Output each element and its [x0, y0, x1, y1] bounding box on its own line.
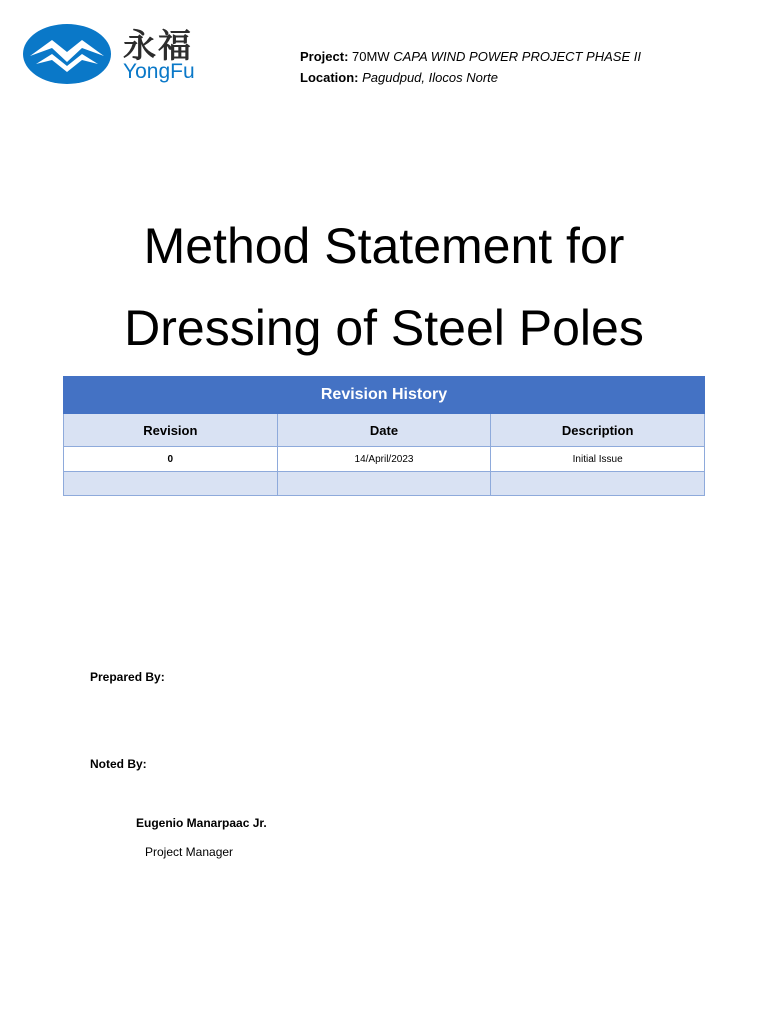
yongfu-emblem-icon: [22, 22, 112, 86]
location-value: Pagudpud, Ilocos Norte: [362, 70, 498, 85]
cell-description: Initial Issue: [491, 447, 705, 472]
empty-cell: [277, 472, 491, 496]
title-line-2: Dressing of Steel Poles: [124, 300, 644, 356]
logo-english-text: YongFu: [123, 60, 195, 83]
revision-history-title: Revision History: [64, 377, 705, 414]
empty-cell: [64, 472, 278, 496]
table-header-row: [64, 414, 705, 447]
title-line-1: Method Statement for: [143, 218, 625, 274]
empty-cell: [491, 472, 705, 496]
project-label: Project:: [300, 49, 349, 64]
logo-chinese-text: 永福: [123, 26, 193, 65]
table-row-empty: [64, 472, 705, 496]
company-logo: [22, 18, 232, 88]
signatory-name: Eugenio Manarpaac Jr.: [136, 816, 267, 830]
header-date: Date: [277, 414, 491, 447]
table-row: [64, 447, 705, 472]
cell-date: 14/April/2023: [277, 447, 491, 472]
signatory-role: Project Manager: [145, 845, 234, 859]
location-line: [300, 67, 641, 88]
document-title: [0, 205, 768, 369]
project-value-name: CAPA WIND POWER PROJECT PHASE II: [393, 49, 641, 64]
project-info: [300, 46, 641, 88]
prepared-by-label: Prepared By:: [90, 670, 165, 684]
location-label: Location:: [300, 70, 359, 85]
header-description: Description: [491, 414, 705, 447]
revision-history-table: [63, 376, 705, 496]
cell-revision: 0: [64, 447, 278, 472]
noted-by-label: Noted By:: [90, 757, 147, 771]
project-value-prefix: 70MW: [352, 49, 390, 64]
project-line: [300, 46, 641, 67]
header-revision: Revision: [64, 414, 278, 447]
